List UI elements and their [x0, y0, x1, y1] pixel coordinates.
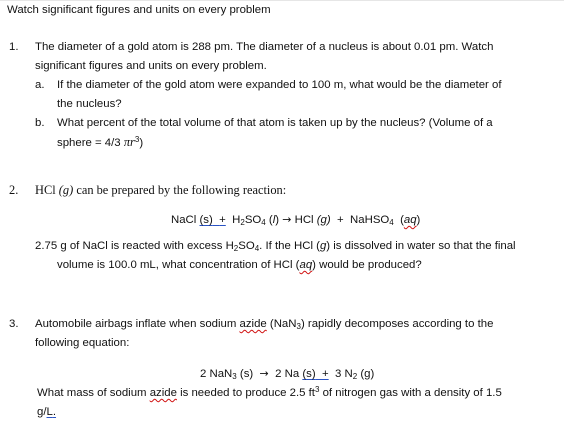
q2-reaction-equation — [171, 212, 420, 228]
q3-number: 3. — [9, 318, 19, 330]
pi-symbol: π — [123, 135, 131, 149]
q2-gas-state: (g) — [58, 183, 74, 197]
radius-symbol: r — [130, 135, 135, 149]
q3-paragraph-line-1: What mass of sodium azide is needed to produce 2.5 $ft^3$ of nitrogen gas with a density of 1.5 — [37, 385, 502, 399]
eq-hcl: HCl — [294, 214, 314, 226]
q2-intro-rest: can be prepared by the following reaction: — [73, 183, 287, 197]
q1b-label: b. — [35, 117, 45, 129]
q3-paragraph-line-2: g/L. — [37, 406, 57, 418]
q2-paragraph-line-2: volume is 100.0 mL, what concentration of HCl (aq) would be produced? — [57, 259, 422, 271]
q1b-close-paren: ) — [139, 137, 144, 149]
q1-line-2: significant figures and units on every problem. — [35, 60, 267, 72]
q1a-line-1: If the diameter of the gold atom were expanded to 100 m, what would be the diameter of — [57, 79, 502, 91]
eq3-rhs-n2: 3 $N_2$ (g) — [334, 368, 375, 381]
q2-hcl: HCl — [35, 183, 56, 197]
reaction-arrow-icon: → — [259, 367, 269, 380]
q1-line-1: The diameter of a gold atom is 288 pm. The diameter of a nucleus is about 0.01 pm. Watch — [35, 41, 494, 53]
q2-number: 2. — [9, 183, 19, 197]
q2-paragraph-line-1: 2.75 g of NaCl is reacted with excess $H_2SO_4$. If the HCl (g) is dissolved in water so that the final — [35, 240, 516, 253]
eq-plus-1: + — [219, 214, 226, 226]
eq-h2so4: $H_2SO_4$ — [232, 214, 266, 227]
eq-nahso4-state: (aq) — [400, 214, 421, 226]
eq-nacl-state: (s) — [199, 214, 213, 226]
eq-hcl-state: (g) — [316, 214, 331, 226]
document-header: Watch significant figures and units on every problem — [7, 4, 271, 16]
eq-plus-2: + — [337, 214, 344, 226]
q3-reaction-equation — [200, 366, 374, 382]
top-rule — [0, 0, 564, 1]
q1-number: 1. — [9, 41, 19, 53]
q1a-label: a. — [35, 79, 45, 91]
reaction-arrow-icon: → — [282, 213, 292, 226]
q3-line-2: following equation: — [35, 337, 130, 349]
eq3-rhs-na: 2 Na — [275, 368, 300, 380]
eq3-rhs-na-state: (s) + — [302, 368, 329, 380]
eq-h2so4-state: (l) — [268, 214, 280, 226]
eq-nacl: NaCl — [171, 214, 197, 226]
eq3-lhs: 2 NaN$_3$ (s) — [200, 368, 254, 381]
q1b-line-2 — [57, 135, 143, 151]
q1b-sphere-text: sphere = 4/3 — [57, 137, 124, 149]
q1a-line-2: the nucleus? — [57, 98, 122, 110]
q2-intro — [35, 183, 286, 198]
q3-line-1: Automobile airbags inflate when sodium azide (NaN$_3$) rapidly decomposes according to the — [35, 318, 494, 331]
q1b-line-1: What percent of the total volume of that atom is taken up by the nucleus? (Volume of a — [57, 117, 493, 129]
cube-exponent: 3 — [134, 135, 140, 144]
eq-nahso4: NaHSO$_4$ — [350, 214, 394, 227]
